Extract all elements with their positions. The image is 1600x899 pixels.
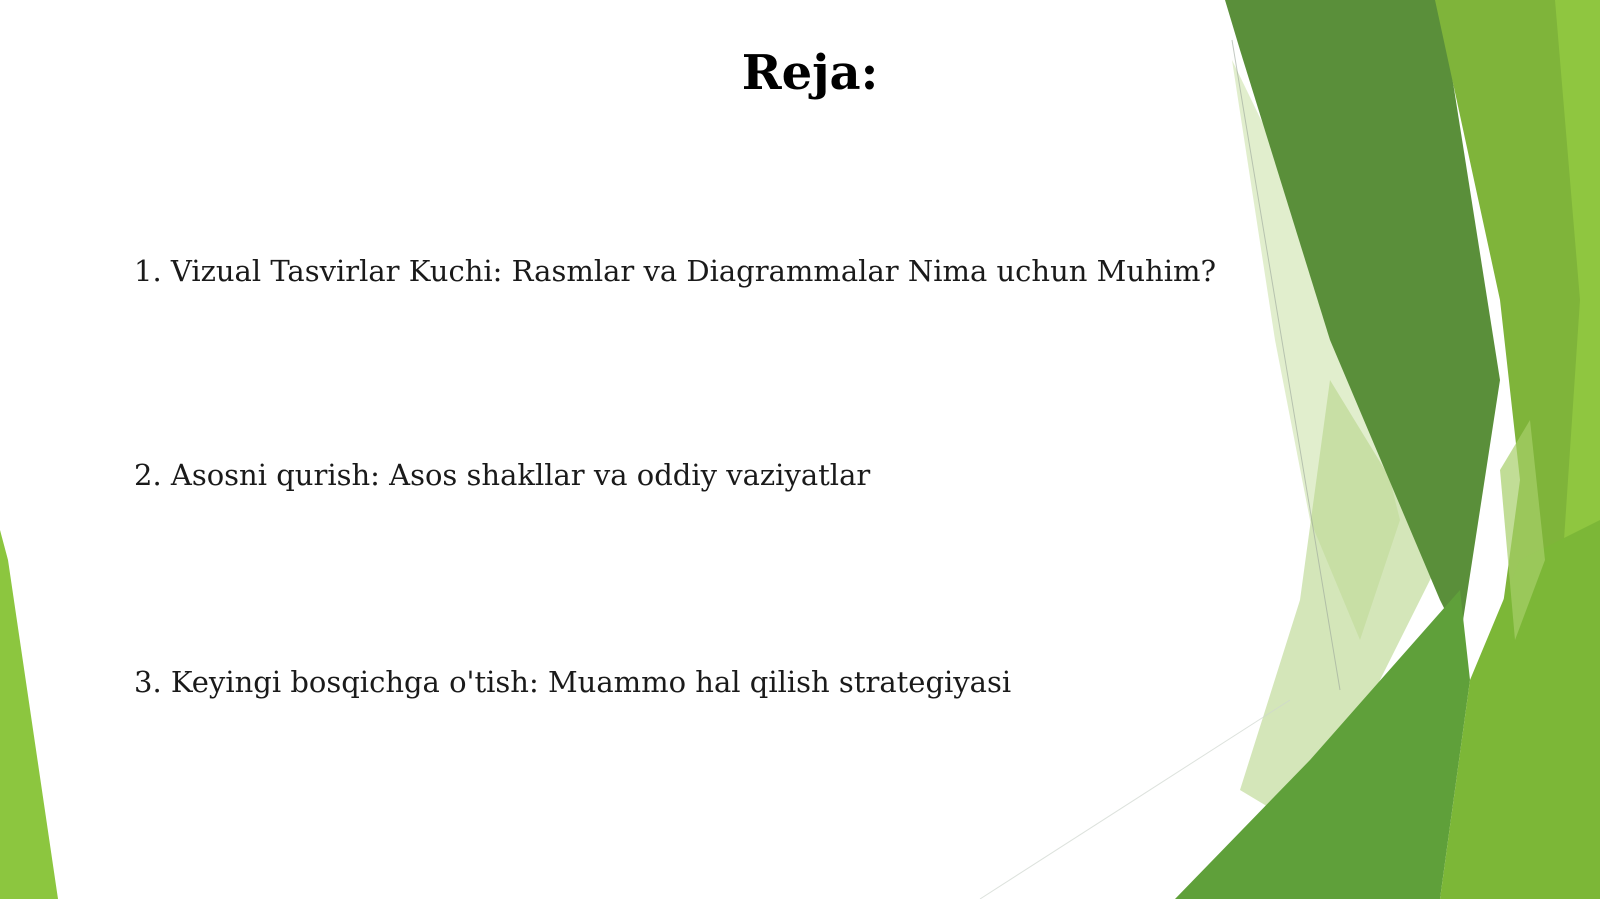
- page-title: Reja:: [741, 45, 879, 101]
- plan-item-2: 2. Asosni qurish: Asos shakllar va oddiy vaziyatlar: [134, 458, 871, 492]
- left-green-facet: [0, 530, 58, 899]
- plan-item-1: 1. Vizual Tasvirlar Kuchi: Rasmlar va Diagrammalar Nima uchun Muhim?: [134, 254, 1217, 288]
- plan-item-3: 3. Keyingi bosqichga o'tish: Muammo hal qilish strategiyasi: [134, 665, 1012, 699]
